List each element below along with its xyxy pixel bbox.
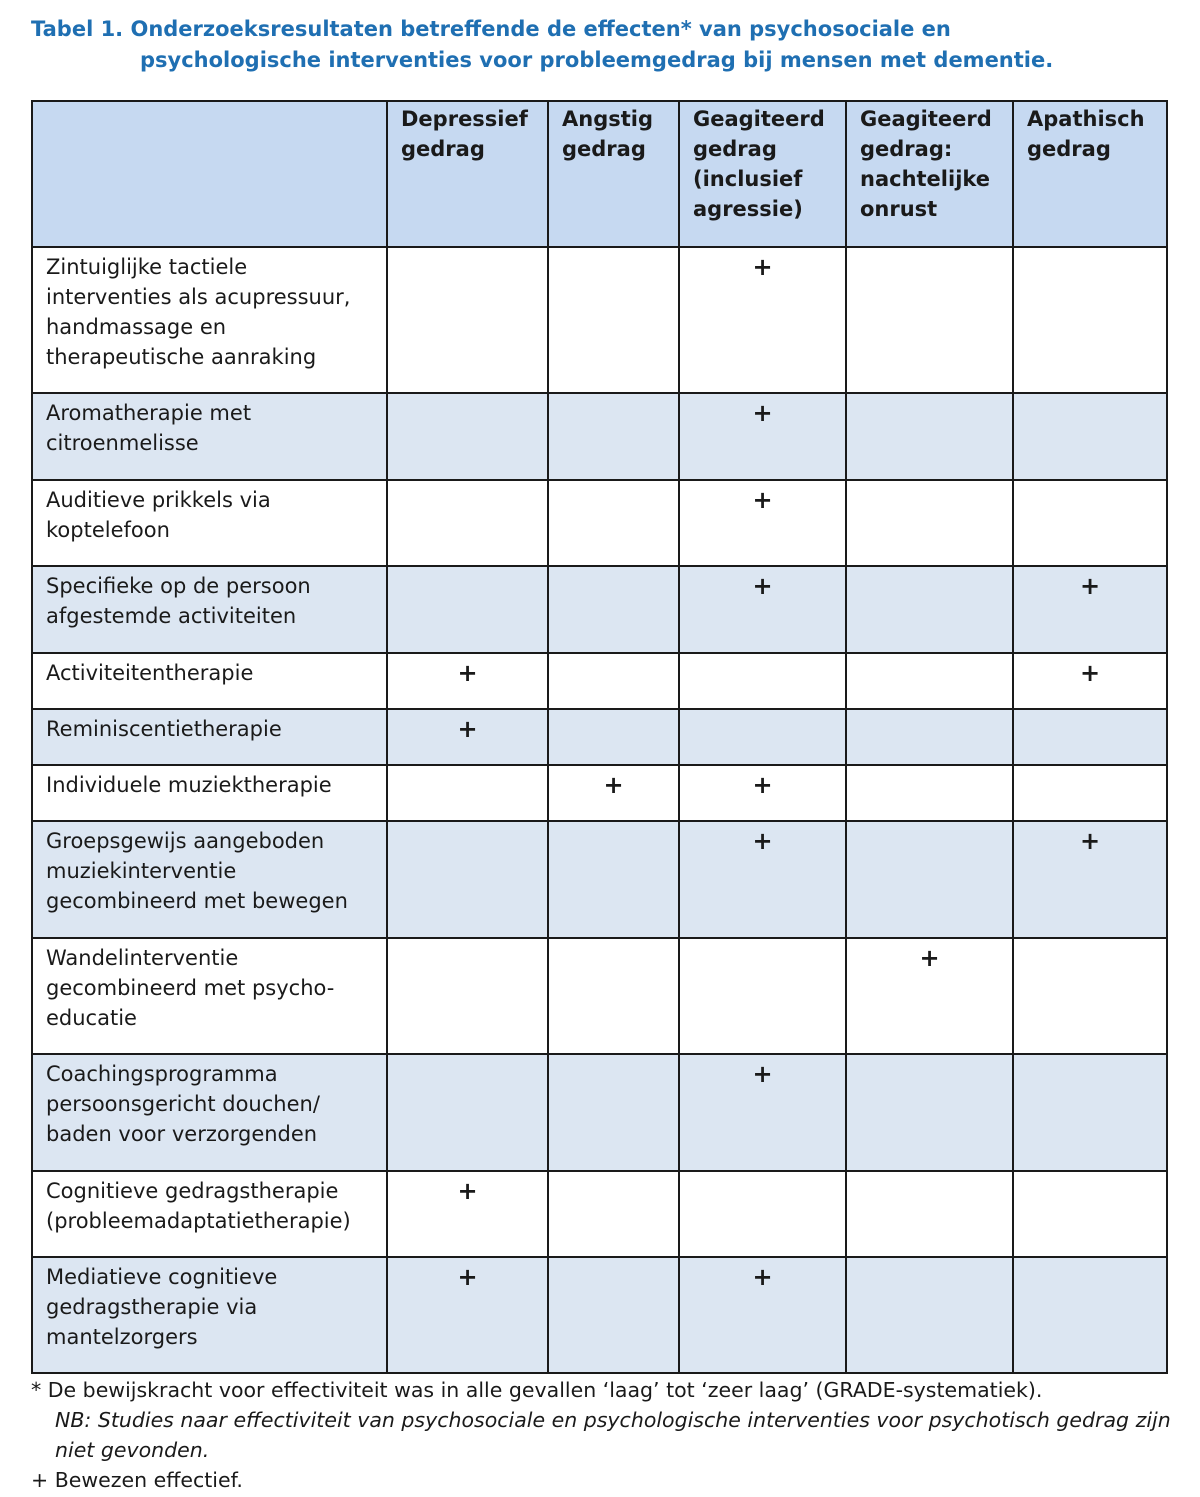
footnote-evidence: * De bewijskracht voor effectiviteit was in alle gevallen ‘laag’ tot ‘zeer laag’ (GRADE-systematiek). — [31, 1378, 1043, 1402]
effect-cell — [846, 1054, 1013, 1171]
effect-cell: + — [387, 1257, 548, 1373]
effect-cell — [1013, 709, 1167, 765]
effect-cell: + — [548, 765, 679, 821]
table-row — [32, 821, 1167, 938]
table-row — [32, 1054, 1167, 1171]
row-label: Reminiscentietherapie — [32, 709, 387, 765]
row-label: Zintuiglijke tactiele interventies als acupressuur, handmassage en therapeutische aanraking — [32, 247, 387, 393]
row-label: Cognitieve gedragstherapie (probleemadaptatietherapie) — [32, 1171, 387, 1257]
effect-cell — [548, 709, 679, 765]
effect-cell — [387, 938, 548, 1054]
effect-cell: + — [679, 247, 846, 393]
caption-line-1: Tabel 1. Onderzoeksresultaten betreffende de effecten* van psychosociale en — [31, 17, 951, 41]
table-row — [32, 1171, 1167, 1257]
effect-cell: + — [679, 566, 846, 653]
table-footnotes — [31, 1375, 1181, 1495]
effect-cell: + — [1013, 653, 1167, 709]
effect-cell — [1013, 938, 1167, 1054]
column-header-geagiteerd-nachtelijk: Geagiteerd gedrag: nachtelijke onrust — [846, 101, 1013, 247]
row-label: Auditieve prikkels via koptelefoon — [32, 480, 387, 566]
effect-cell — [846, 1171, 1013, 1257]
caption-line-2: psychologische interventies voor probleemgedrag bij mensen met dementie. — [140, 48, 1054, 72]
row-label: Individuele muziektherapie — [32, 765, 387, 821]
effect-cell: + — [387, 653, 548, 709]
effect-cell: + — [679, 393, 846, 480]
effect-cell: + — [679, 821, 846, 938]
effect-cell — [548, 938, 679, 1054]
effect-cell: + — [679, 765, 846, 821]
legend-plus: + Bewezen effectief. — [31, 1468, 243, 1492]
row-label: Groepsgewijs aangeboden muziekinterventie gecombineerd met bewegen — [32, 821, 387, 938]
effect-cell — [548, 1171, 679, 1257]
effect-cell — [548, 566, 679, 653]
table-row — [32, 1257, 1167, 1373]
effect-cell — [387, 765, 548, 821]
effect-cell: + — [679, 1054, 846, 1171]
effect-cell: + — [1013, 566, 1167, 653]
effect-cell: + — [679, 1257, 846, 1373]
table-row — [32, 765, 1167, 821]
effect-cell — [387, 821, 548, 938]
row-label: Specifieke op de persoon afgestemde activiteiten — [32, 566, 387, 653]
effect-cell — [679, 709, 846, 765]
table-row — [32, 480, 1167, 566]
effect-cell — [846, 1257, 1013, 1373]
table-row — [32, 709, 1167, 765]
results-table — [31, 100, 1168, 1374]
effect-cell — [679, 653, 846, 709]
effect-cell: + — [387, 1171, 548, 1257]
column-header-apathisch: Apathisch gedrag — [1013, 101, 1167, 247]
column-header-geagiteerd-agressie: Geagiteerd gedrag (inclusief agressie) — [679, 101, 846, 247]
effect-cell — [1013, 393, 1167, 480]
effect-cell — [846, 480, 1013, 566]
effect-cell: + — [1013, 821, 1167, 938]
effect-cell — [846, 709, 1013, 765]
effect-cell — [1013, 1257, 1167, 1373]
row-label: Activiteitentherapie — [32, 653, 387, 709]
effect-cell: + — [679, 480, 846, 566]
header-corner-cell — [32, 101, 387, 247]
row-label: Aromatherapie met citroenmelisse — [32, 393, 387, 480]
footnote-nb: NB: Studies naar effectiviteit van psychosociale en psychologische interventies voor psychotisch gedrag zijn niet gevonden. — [55, 1408, 1171, 1462]
row-label: Mediatieve cognitieve gedragstherapie via mantelzorgers — [32, 1257, 387, 1373]
effect-cell — [548, 480, 679, 566]
effect-cell — [846, 247, 1013, 393]
effect-cell — [548, 247, 679, 393]
effect-cell — [548, 653, 679, 709]
effect-cell — [1013, 1054, 1167, 1171]
table-row — [32, 653, 1167, 709]
effect-cell — [387, 480, 548, 566]
effect-cell — [1013, 765, 1167, 821]
effect-cell — [846, 765, 1013, 821]
column-header-depressief: Depressief gedrag — [387, 101, 548, 247]
effect-cell — [679, 938, 846, 1054]
table-row — [32, 566, 1167, 653]
table-row — [32, 938, 1167, 1054]
effect-cell — [387, 566, 548, 653]
row-label: Coachingsprogramma persoonsgericht douchen/ baden voor verzorgenden — [32, 1054, 387, 1171]
effect-cell — [846, 821, 1013, 938]
effect-cell — [846, 566, 1013, 653]
effect-cell — [548, 1054, 679, 1171]
effect-cell: + — [387, 709, 548, 765]
effect-cell — [1013, 480, 1167, 566]
table-row — [32, 247, 1167, 393]
column-header-angstig: Angstig gedrag — [548, 101, 679, 247]
effect-cell — [1013, 247, 1167, 393]
table-header-row — [32, 101, 1167, 247]
table-caption — [31, 14, 1171, 76]
row-label: Wandelinterventie gecombineerd met psycho-educatie — [32, 938, 387, 1054]
effect-cell — [548, 821, 679, 938]
effect-cell — [846, 393, 1013, 480]
effect-cell — [548, 393, 679, 480]
table-row — [32, 393, 1167, 480]
effect-cell — [548, 1257, 679, 1373]
effect-cell — [679, 1171, 846, 1257]
effect-cell — [1013, 1171, 1167, 1257]
effect-cell — [846, 653, 1013, 709]
effect-cell — [387, 393, 548, 480]
effect-cell — [387, 1054, 548, 1171]
effect-cell: + — [846, 938, 1013, 1054]
effect-cell — [387, 247, 548, 393]
